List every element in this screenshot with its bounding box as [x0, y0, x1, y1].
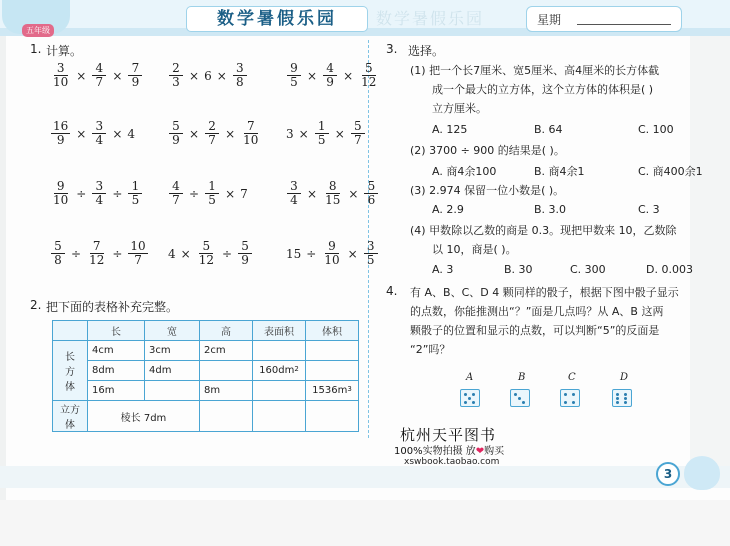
- fraction: [169, 120, 183, 147]
- cuboid-table: [52, 320, 359, 432]
- denominator: 7: [208, 133, 216, 147]
- table-row: [53, 361, 359, 381]
- q3-1-option-c[interactable]: C. 100: [638, 123, 674, 136]
- numerator: 1: [205, 180, 219, 194]
- page-footer-area: [0, 500, 730, 546]
- q1-number: 1.: [30, 42, 42, 56]
- numerator: 3: [92, 120, 106, 134]
- operator: ÷: [306, 246, 317, 261]
- fraction: [315, 120, 329, 147]
- fraction: [241, 120, 260, 147]
- q4-line: 的点数，你能推测出“？”面是几点吗？从 A、B 这两: [410, 305, 664, 318]
- operator: ÷: [112, 186, 123, 201]
- fraction: [51, 62, 70, 89]
- numerator: 5: [351, 120, 365, 134]
- operator: ÷: [76, 186, 87, 201]
- numerator: 3: [92, 180, 106, 194]
- fraction: [238, 240, 252, 267]
- fraction: [323, 180, 342, 207]
- q4-line: 有 A、B、C、D 4 颗同样的骰子，根据下图中骰子显示: [410, 286, 679, 299]
- q2-title: 把下面的表格补充完整。: [46, 300, 179, 314]
- col-header-surface-area: 表面积: [253, 321, 306, 341]
- numerator: 1: [315, 120, 329, 134]
- calc-expression: [166, 180, 250, 207]
- q3-title: 选择。: [408, 44, 445, 58]
- operator: ×: [298, 126, 309, 141]
- fraction: [323, 62, 337, 89]
- denominator: 10: [324, 253, 340, 267]
- col-header-volume: 体积: [306, 321, 359, 341]
- operator: ×: [225, 186, 236, 201]
- denominator: 4: [95, 193, 104, 207]
- q3-4-line: 以 10，商是( )。: [432, 243, 517, 256]
- denominator: 10: [243, 133, 259, 147]
- volume-unit-sup: 3: [347, 385, 352, 393]
- bottom-band: [0, 466, 730, 488]
- integer: 3: [286, 126, 294, 141]
- integer: 7: [240, 186, 248, 201]
- operator: ×: [307, 186, 318, 201]
- operator: ÷: [71, 246, 82, 261]
- volume-value: 1536m: [312, 385, 348, 396]
- calc-expression: [48, 180, 145, 207]
- numerator: 9: [325, 240, 339, 254]
- cuboid-label-char: 方: [65, 367, 75, 378]
- die-a-icon: [460, 389, 480, 407]
- date-underline: [577, 24, 671, 25]
- q3-4-option-a[interactable]: A. 3: [432, 263, 454, 276]
- table-cell-blank[interactable]: [253, 381, 306, 401]
- table-cell-blank[interactable]: [253, 401, 306, 432]
- fraction: [92, 120, 106, 147]
- numerator: 16: [53, 119, 69, 133]
- denominator: 9: [326, 75, 334, 89]
- q4-number: 4.: [386, 284, 398, 298]
- q1-title: 计算。: [46, 44, 83, 58]
- denominator: 5: [317, 133, 326, 147]
- table-cell-blank[interactable]: [253, 341, 306, 361]
- slogan-watermark: [394, 442, 504, 457]
- q3-1-line: 立方厘米。: [432, 102, 487, 115]
- fraction: [128, 62, 142, 89]
- denominator: 9: [241, 253, 249, 267]
- date-box: [526, 6, 682, 32]
- q3-2-option-b[interactable]: B. 商4余1: [534, 165, 585, 178]
- cuboid-label-char: 长: [65, 352, 75, 363]
- die-d-icon: [612, 389, 632, 407]
- q2-number: 2.: [30, 298, 42, 312]
- table-cell: [253, 361, 306, 381]
- fraction: [322, 240, 341, 267]
- fraction: [364, 240, 378, 267]
- cuboid-label-char: 体: [65, 382, 75, 393]
- table-cell-blank[interactable]: [200, 401, 253, 432]
- die-label-a: A: [466, 372, 474, 383]
- cuboid-row-label: [53, 341, 88, 401]
- left-page-edge: [0, 36, 6, 536]
- fraction: [233, 62, 247, 89]
- operator: ×: [348, 186, 359, 201]
- fraction: [92, 180, 106, 207]
- table-row: [53, 381, 359, 401]
- numerator: 9: [54, 180, 68, 194]
- operator: ×: [347, 246, 358, 261]
- die-label-d: D: [620, 372, 629, 383]
- table-header-row: [53, 321, 359, 341]
- operator: ×: [189, 68, 200, 83]
- table-row: [53, 341, 359, 361]
- denominator: 5: [290, 75, 298, 89]
- q4-line: 颗骰子的位置和显示的点数，可以判断“5”的反面是: [410, 324, 660, 337]
- q3-3-line: (3) 2.974 保留一位小数是( )。: [410, 184, 565, 197]
- fraction: [351, 120, 365, 147]
- denominator: 9: [131, 75, 140, 89]
- numerator: 3: [364, 240, 378, 254]
- die-b-icon: [510, 389, 530, 407]
- col-header-width: 宽: [145, 321, 200, 341]
- operator: ×: [180, 246, 191, 261]
- table-cell: 8m: [200, 381, 253, 401]
- denominator: 5: [131, 193, 140, 207]
- q3-4-option-d[interactable]: D. 0.003: [646, 263, 693, 276]
- integer: 6: [204, 68, 212, 83]
- calc-expression: [284, 180, 381, 207]
- fraction: [92, 62, 106, 89]
- surface-area-unit-sup: 2: [294, 365, 299, 373]
- numerator: 5: [51, 240, 65, 254]
- numerator: 7: [244, 120, 258, 134]
- table-cell: 16m: [88, 381, 145, 401]
- grade-label: 五年级: [22, 24, 54, 37]
- denominator: 8: [54, 253, 62, 267]
- denominator: 7: [95, 75, 104, 89]
- q3-1-option-a[interactable]: A. 125: [432, 123, 468, 136]
- fraction: [205, 120, 219, 147]
- denominator: 6: [367, 193, 376, 207]
- q3-2-option-c[interactable]: C. 商400余1: [638, 165, 703, 178]
- cube-row-label: 立方体: [53, 401, 88, 432]
- heart-icon: ❤: [475, 446, 485, 457]
- q3-2-line: (2) 3700 ÷ 900 的结果是( )。: [410, 144, 565, 157]
- table-cell-blank[interactable]: [306, 341, 359, 361]
- denominator: 7: [353, 133, 362, 147]
- numerator: 2: [169, 62, 183, 76]
- denominator: 10: [53, 193, 69, 207]
- calc-expression: [48, 120, 137, 147]
- numerator: 2: [205, 120, 219, 134]
- operator: ×: [307, 68, 318, 83]
- table-cell: [306, 381, 359, 401]
- fraction: [287, 180, 301, 207]
- q3-4-line: (4) 甲数除以乙数的商是 0.3。现把甲数来 10，乙数除: [410, 224, 677, 237]
- calc-expression: [166, 240, 255, 267]
- ghost-title: 数学暑假乐园: [376, 9, 485, 28]
- q3-2-option-a[interactable]: A. 商4余100: [432, 165, 497, 178]
- numerator: 7: [90, 240, 104, 254]
- fraction: [51, 180, 70, 207]
- calc-expression: [284, 240, 381, 267]
- die-c-icon: [560, 389, 580, 407]
- numerator: 4: [323, 62, 337, 76]
- fraction: [51, 120, 70, 147]
- denominator: 10: [53, 75, 69, 89]
- denominator: 4: [290, 193, 298, 207]
- operator: ×: [76, 68, 87, 83]
- operator: ×: [189, 126, 200, 141]
- denominator: 7: [134, 253, 142, 267]
- table-cell-blank[interactable]: [306, 401, 359, 432]
- operator: ×: [343, 68, 354, 83]
- fraction: [128, 180, 142, 207]
- q3-4-option-c[interactable]: C. 300: [570, 263, 606, 276]
- table-cell: 2cm: [200, 341, 253, 361]
- shop-watermark: 杭州天平图书: [400, 426, 497, 444]
- q3-3-option-a[interactable]: A. 2.9: [432, 203, 464, 216]
- denominator: 5: [208, 193, 216, 207]
- bear-mascot-icon: [684, 456, 720, 490]
- q3-number: 3.: [386, 42, 398, 56]
- fraction: [205, 180, 219, 207]
- q3-1-option-b[interactable]: B. 64: [534, 123, 563, 136]
- denominator: 12: [361, 75, 377, 89]
- numerator: 4: [169, 180, 183, 194]
- page-title: 数学暑假乐园: [186, 6, 368, 32]
- fraction: [169, 62, 183, 89]
- shop-url: xswbook.taobao.com: [404, 457, 500, 467]
- q3-4-option-b[interactable]: B. 30: [504, 263, 533, 276]
- integer: 15: [286, 246, 302, 261]
- page-number: 3: [656, 462, 680, 486]
- calc-expression: [166, 120, 263, 147]
- calc-expression: [284, 62, 381, 89]
- table-cell-blank[interactable]: [306, 361, 359, 381]
- numerator: 5: [364, 180, 378, 194]
- table-cell: 3cm: [145, 341, 200, 361]
- q3-3-option-c[interactable]: C. 3: [638, 203, 660, 216]
- cube-edge-cell: 棱长 7dm: [88, 401, 200, 432]
- fraction: [87, 240, 106, 267]
- denominator: 15: [325, 193, 341, 207]
- calc-expression: [284, 120, 368, 147]
- denominator: 9: [56, 133, 65, 147]
- operator: ×: [112, 68, 123, 83]
- slogan-part-a: 100%实物拍摄 放: [394, 446, 476, 457]
- numerator: 5: [362, 62, 376, 76]
- numerator: 3: [233, 62, 247, 76]
- numerator: 3: [54, 62, 68, 76]
- denominator: 9: [172, 133, 180, 147]
- fraction: [364, 180, 378, 207]
- denominator: 3: [172, 75, 180, 89]
- operator: ÷: [112, 246, 123, 261]
- operator: ×: [76, 126, 87, 141]
- fraction: [128, 240, 147, 267]
- table-cell-blank[interactable]: [145, 381, 200, 401]
- operator: ×: [334, 126, 345, 141]
- q3-1-line: (1) 把一个长7厘米、宽5厘米、高4厘米的长方体截: [410, 64, 660, 77]
- col-header-length: 长: [88, 321, 145, 341]
- operator: ×: [225, 126, 236, 141]
- slogan-part-b: 购买: [484, 446, 505, 457]
- table-cell: 4dm: [145, 361, 200, 381]
- fraction: [197, 240, 216, 267]
- fraction: [287, 62, 301, 89]
- fraction: [51, 240, 65, 267]
- denominator: 5: [366, 253, 375, 267]
- numerator: 3: [287, 180, 301, 194]
- numerator: 9: [287, 62, 301, 76]
- table-cell-blank[interactable]: [200, 361, 253, 381]
- calc-expression: [48, 62, 145, 89]
- q3-3-option-b[interactable]: B. 3.0: [534, 203, 567, 216]
- table-cell: 8dm: [88, 361, 145, 381]
- table-cell: 4cm: [88, 341, 145, 361]
- operator: ×: [216, 68, 227, 83]
- numerator: 8: [326, 180, 340, 194]
- numerator: 1: [128, 180, 142, 194]
- die-label-c: C: [568, 372, 576, 383]
- integer: 4: [127, 126, 136, 141]
- col-header-height: 高: [200, 321, 253, 341]
- right-page-edge: [690, 36, 730, 466]
- date-label: 星期: [537, 13, 562, 27]
- numerator: 5: [199, 240, 213, 254]
- table-corner: [53, 321, 88, 341]
- numerator: 4: [92, 62, 106, 76]
- numerator: 10: [130, 239, 146, 253]
- operator: ÷: [189, 186, 200, 201]
- q4-line: “2”吗？: [410, 343, 451, 356]
- numerator: 5: [238, 240, 252, 254]
- denominator: 4: [95, 133, 104, 147]
- surface-area-value: 160dm: [259, 365, 295, 376]
- integer: 4: [168, 246, 176, 261]
- q3-1-line: 成一个最大的立方体，这个立方体的体积是( ): [432, 83, 654, 96]
- denominator: 7: [172, 193, 180, 207]
- fraction: [359, 62, 378, 89]
- calc-expression: [166, 62, 250, 89]
- die-label-b: B: [518, 372, 526, 383]
- operator: ÷: [221, 246, 233, 261]
- numerator: 5: [169, 120, 183, 134]
- operator: ×: [112, 126, 123, 141]
- table-row: [53, 401, 359, 432]
- denominator: 12: [89, 253, 105, 267]
- denominator: 8: [235, 75, 244, 89]
- denominator: 12: [198, 253, 214, 267]
- numerator: 7: [128, 62, 142, 76]
- calc-expression: [48, 240, 151, 267]
- fraction: [169, 180, 183, 207]
